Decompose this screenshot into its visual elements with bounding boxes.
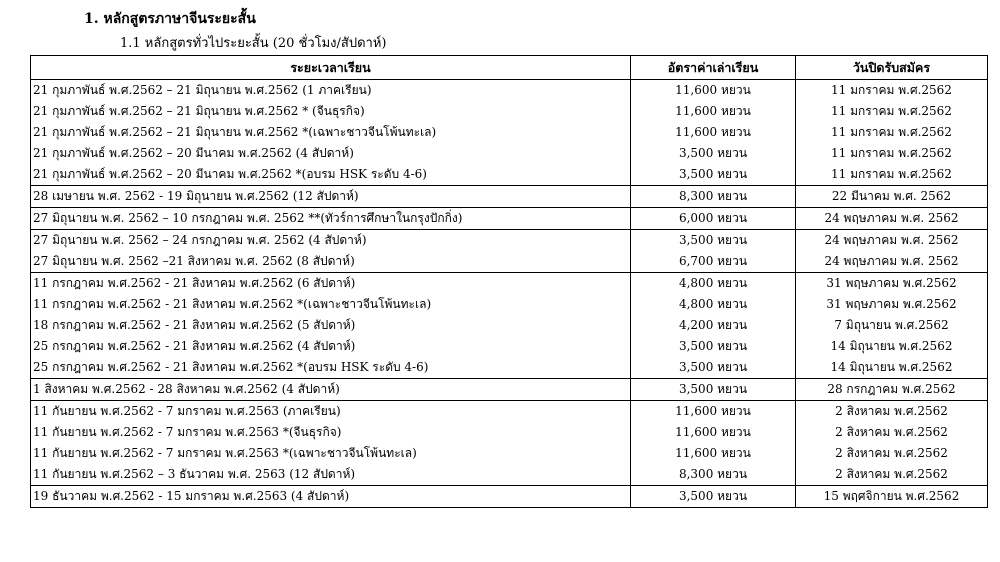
fee-cell: 6,700 หยวน xyxy=(631,251,796,273)
table-row xyxy=(31,80,988,102)
period-cell: 27 มิถุนายน พ.ศ. 2562 – 10 กรกฎาคม พ.ศ. 2562 **(ทัวร์การศึกษาในกรุงปักกิ่ง) xyxy=(31,208,631,230)
table-row xyxy=(31,294,988,315)
table-row xyxy=(31,230,988,252)
table-body xyxy=(31,80,988,508)
period-cell: 25 กรกฎาคม พ.ศ.2562 - 21 สิงหาคม พ.ศ.2562 *(อบรม HSK ระดับ 4-6) xyxy=(31,357,631,379)
period-cell: 11 กันยายน พ.ศ.2562 - 7 มกราคม พ.ศ.2563 (ภาคเรียน) xyxy=(31,401,631,423)
period-cell: 21 กุมภาพันธ์ พ.ศ.2562 – 21 มิถุนายน พ.ศ.2562 *(เฉพาะชาวจีนโพ้นทะเล) xyxy=(31,122,631,143)
table-row xyxy=(31,336,988,357)
table-row xyxy=(31,443,988,464)
deadline-cell: 2 สิงหาคม พ.ศ.2562 xyxy=(796,401,988,423)
column-header-deadline: วันปิดรับสมัคร xyxy=(796,56,988,80)
period-cell: 28 เมษายน พ.ศ. 2562 - 19 มิถุนายน พ.ศ.2562 (12 สัปดาห์) xyxy=(31,186,631,208)
table-row xyxy=(31,379,988,401)
table-row xyxy=(31,208,988,230)
deadline-cell: 2 สิงหาคม พ.ศ.2562 xyxy=(796,422,988,443)
deadline-cell: 11 มกราคม พ.ศ.2562 xyxy=(796,80,988,102)
table-row xyxy=(31,357,988,379)
table-row xyxy=(31,315,988,336)
fee-cell: 3,500 หยวน xyxy=(631,486,796,508)
deadline-cell: 11 มกราคม พ.ศ.2562 xyxy=(796,122,988,143)
table-row xyxy=(31,464,988,486)
column-header-period: ระยะเวลาเรียน xyxy=(31,56,631,80)
fee-cell: 3,500 หยวน xyxy=(631,379,796,401)
deadline-cell: 24 พฤษภาคม พ.ศ. 2562 xyxy=(796,208,988,230)
fee-cell: 8,300 หยวน xyxy=(631,464,796,486)
deadline-cell: 22 มีนาคม พ.ศ. 2562 xyxy=(796,186,988,208)
fee-cell: 4,800 หยวน xyxy=(631,294,796,315)
deadline-cell: 11 มกราคม พ.ศ.2562 xyxy=(796,101,988,122)
fee-cell: 11,600 หยวน xyxy=(631,80,796,102)
table-row xyxy=(31,486,988,508)
course-fee-table xyxy=(30,55,988,508)
column-header-fee: อัตราค่าเล่าเรียน xyxy=(631,56,796,80)
table-row xyxy=(31,101,988,122)
period-cell: 27 มิถุนายน พ.ศ. 2562 –21 สิงหาคม พ.ศ. 2562 (8 สัปดาห์) xyxy=(31,251,631,273)
deadline-cell: 2 สิงหาคม พ.ศ.2562 xyxy=(796,443,988,464)
period-cell: 18 กรกฎาคม พ.ศ.2562 - 21 สิงหาคม พ.ศ.2562 (5 สัปดาห์) xyxy=(31,315,631,336)
deadline-cell: 15 พฤศจิกายน พ.ศ.2562 xyxy=(796,486,988,508)
deadline-cell: 14 มิถุนายน พ.ศ.2562 xyxy=(796,336,988,357)
fee-cell: 11,600 หยวน xyxy=(631,401,796,423)
fee-cell: 3,500 หยวน xyxy=(631,143,796,164)
deadline-cell: 11 มกราคม พ.ศ.2562 xyxy=(796,143,988,164)
deadline-cell: 7 มิถุนายน พ.ศ.2562 xyxy=(796,315,988,336)
fee-cell: 11,600 หยวน xyxy=(631,443,796,464)
deadline-cell: 31 พฤษภาคม พ.ศ.2562 xyxy=(796,273,988,295)
period-cell: 21 กุมภาพันธ์ พ.ศ.2562 – 20 มีนาคม พ.ศ.2562 *(อบรม HSK ระดับ 4-6) xyxy=(31,164,631,186)
fee-cell: 4,200 หยวน xyxy=(631,315,796,336)
fee-cell: 3,500 หยวน xyxy=(631,164,796,186)
table-row xyxy=(31,122,988,143)
deadline-cell: 24 พฤษภาคม พ.ศ. 2562 xyxy=(796,230,988,252)
period-cell: 11 กันยายน พ.ศ.2562 – 3 ธันวาคม พ.ศ. 2563 (12 สัปดาห์) xyxy=(31,464,631,486)
deadline-cell: 11 มกราคม พ.ศ.2562 xyxy=(796,164,988,186)
period-cell: 25 กรกฎาคม พ.ศ.2562 - 21 สิงหาคม พ.ศ.2562 (4 สัปดาห์) xyxy=(31,336,631,357)
fee-cell: 11,600 หยวน xyxy=(631,422,796,443)
period-cell: 11 กันยายน พ.ศ.2562 - 7 มกราคม พ.ศ.2563 *(เฉพาะชาวจีนโพ้นทะเล) xyxy=(31,443,631,464)
subsection-heading: 1.1 หลักสูตรทั่วไประยะสั้น (20 ชั่วโมง/สัปดาห์) xyxy=(120,36,387,51)
fee-cell: 6,000 หยวน xyxy=(631,208,796,230)
period-cell: 19 ธันวาคม พ.ศ.2562 - 15 มกราคม พ.ศ.2563 (4 สัปดาห์) xyxy=(31,486,631,508)
section-heading: 1. หลักสูตรภาษาจีนระยะสั้น xyxy=(84,11,256,27)
period-cell: 27 มิถุนายน พ.ศ. 2562 – 24 กรกฎาคม พ.ศ. 2562 (4 สัปดาห์) xyxy=(31,230,631,252)
fee-cell: 3,500 หยวน xyxy=(631,336,796,357)
period-cell: 21 กุมภาพันธ์ พ.ศ.2562 – 21 มิถุนายน พ.ศ.2562 (1 ภาคเรียน) xyxy=(31,80,631,102)
fee-cell: 11,600 หยวน xyxy=(631,101,796,122)
period-cell: 11 กรกฎาคม พ.ศ.2562 - 21 สิงหาคม พ.ศ.2562 (6 สัปดาห์) xyxy=(31,273,631,295)
period-cell: 1 สิงหาคม พ.ศ.2562 - 28 สิงหาคม พ.ศ.2562 (4 สัปดาห์) xyxy=(31,379,631,401)
table-row xyxy=(31,164,988,186)
fee-cell: 3,500 หยวน xyxy=(631,230,796,252)
table-row xyxy=(31,251,988,273)
deadline-cell: 2 สิงหาคม พ.ศ.2562 xyxy=(796,464,988,486)
period-cell: 21 กุมภาพันธ์ พ.ศ.2562 – 21 มิถุนายน พ.ศ.2562 * (จีนธุรกิจ) xyxy=(31,101,631,122)
fee-cell: 8,300 หยวน xyxy=(631,186,796,208)
fee-cell: 3,500 หยวน xyxy=(631,357,796,379)
table-row xyxy=(31,273,988,295)
table-row xyxy=(31,143,988,164)
deadline-cell: 31 พฤษภาคม พ.ศ.2562 xyxy=(796,294,988,315)
period-cell: 11 กันยายน พ.ศ.2562 - 7 มกราคม พ.ศ.2563 *(จีนธุรกิจ) xyxy=(31,422,631,443)
deadline-cell: 14 มิถุนายน พ.ศ.2562 xyxy=(796,357,988,379)
period-cell: 11 กรกฎาคม พ.ศ.2562 - 21 สิงหาคม พ.ศ.2562 *(เฉพาะชาวจีนโพ้นทะเล) xyxy=(31,294,631,315)
deadline-cell: 24 พฤษภาคม พ.ศ. 2562 xyxy=(796,251,988,273)
fee-cell: 4,800 หยวน xyxy=(631,273,796,295)
deadline-cell: 28 กรกฎาคม พ.ศ.2562 xyxy=(796,379,988,401)
period-cell: 21 กุมภาพันธ์ พ.ศ.2562 – 20 มีนาคม พ.ศ.2562 (4 สัปดาห์) xyxy=(31,143,631,164)
fee-cell: 11,600 หยวน xyxy=(631,122,796,143)
table-header-row xyxy=(31,56,988,80)
table-row xyxy=(31,401,988,423)
table-row xyxy=(31,186,988,208)
table-row xyxy=(31,422,988,443)
